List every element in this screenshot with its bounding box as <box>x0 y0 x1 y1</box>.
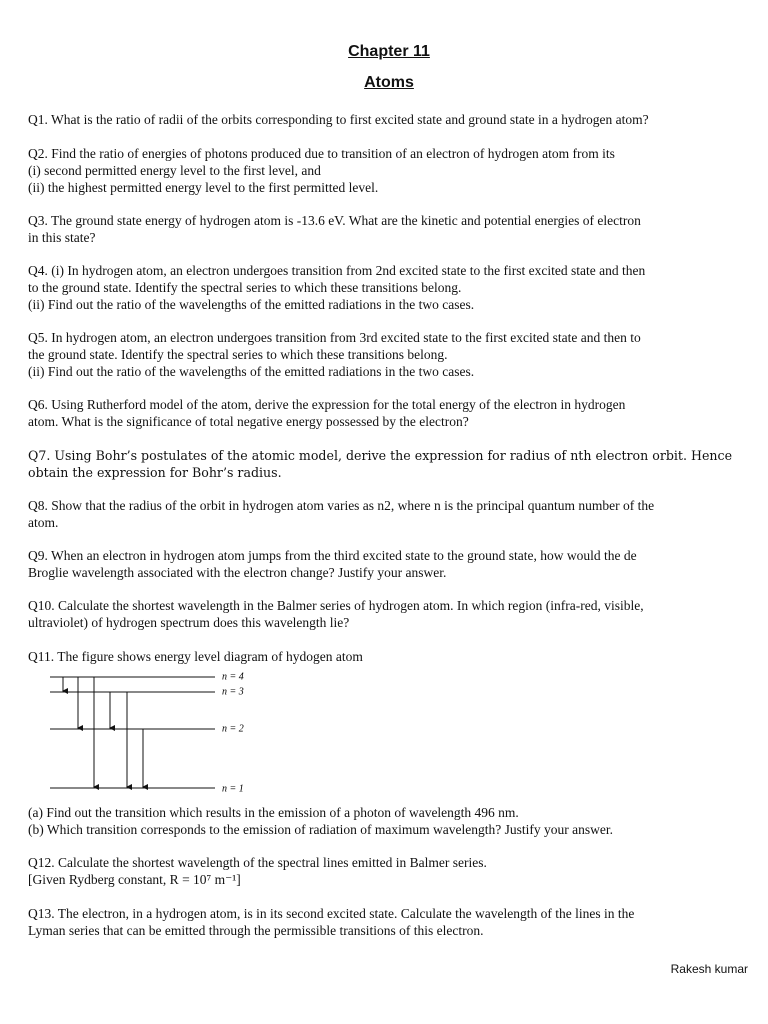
question-line: [Given Rydberg constant, R = 10⁷ m⁻¹] <box>28 872 241 887</box>
author-name: Rakesh kumar <box>670 962 748 976</box>
question-line: Q9. When an electron in hydrogen atom jumps from the third excited state to the ground state, how would the de <box>28 548 637 563</box>
question-line: (ii) Find out the ratio of the wavelengths of the emitted radiations in the two cases. <box>28 297 475 312</box>
level-label-n1: n = 1 <box>222 783 244 795</box>
question-q13 <box>28 905 758 939</box>
level-label-n2: n = 2 <box>222 723 244 735</box>
question-line: Q7. Using Bohr’s postulates of the atomic model, derive the expression for radius of nth electron orbit. Hence <box>28 448 733 463</box>
question-line: Q11. The figure shows energy level diagram of hydogen atom <box>28 649 363 664</box>
question-q11-parts <box>28 804 758 838</box>
question-q9 <box>28 547 758 581</box>
question-line: Broglie wavelength associated with the electron change? Justify your answer. <box>28 565 447 580</box>
page-title: Atoms <box>364 74 414 91</box>
question-line: to the ground state. Identify the spectral series to which these transitions belong. <box>28 280 462 295</box>
question-line: (ii) the highest permitted energy level to the first permitted level. <box>28 180 379 195</box>
question-line: (i) second permitted energy level to the first level, and <box>28 163 321 178</box>
question-line: the ground state. Identify the spectral series to which these transitions belong. <box>28 347 448 362</box>
question-q3 <box>28 212 758 246</box>
question-q12 <box>28 854 758 888</box>
question-line: Q8. Show that the radius of the orbit in hydrogen atom varies as n2, where n is the principal quantum number of the <box>28 498 655 513</box>
question-line: Q4. (i) In hydrogen atom, an electron undergoes transition from 2nd excited state to the first excited state and then <box>28 263 646 278</box>
question-line: Q12. Calculate the shortest wavelength of the spectral lines emitted in Balmer series. <box>28 855 487 870</box>
question-q7 <box>28 447 758 481</box>
question-line: in this state? <box>28 230 96 245</box>
question-line: Lyman series that can be emitted through the permissible transitions of this electron. <box>28 923 484 938</box>
question-line: Q2. Find the ratio of energies of photons produced due to transition of an electron of hydrogen atom from its <box>28 146 615 161</box>
question-line: Q6. Using Rutherford model of the atom, derive the expression for the total energy of the electron in hydrogen <box>28 397 626 412</box>
question-line: Q1. What is the ratio of radii of the orbits corresponding to first excited state and ground state in a hydrogen atom? <box>28 112 649 127</box>
question-q6 <box>28 396 758 430</box>
question-q5 <box>28 329 758 380</box>
question-line: (b) Which transition corresponds to the emission of radiation of maximum wavelength? Justify your answer. <box>28 822 614 837</box>
question-line: Q10. Calculate the shortest wavelength in the Balmer series of hydrogen atom. In which region (infra-red, visible, <box>28 598 644 613</box>
chapter-heading: Chapter 11 <box>348 43 430 60</box>
question-q11 <box>28 648 758 665</box>
question-line: Q5. In hydrogen atom, an electron undergoes transition from 3rd excited state to the first excited state and then to <box>28 330 641 345</box>
question-q10 <box>28 597 758 631</box>
question-line: atom. <box>28 515 59 530</box>
question-line: Q13. The electron, in a hydrogen atom, is in its second excited state. Calculate the wavelength of the lines in the <box>28 906 635 921</box>
question-line: atom. What is the significance of total negative energy possessed by the electron? <box>28 414 469 429</box>
energy-level-diagram <box>40 665 270 797</box>
question-line: obtain the expression for Bohr’s radius. <box>28 465 282 480</box>
question-line: (ii) Find out the ratio of the wavelengths of the emitted radiations in the two cases. <box>28 364 475 379</box>
question-q2 <box>28 145 758 196</box>
question-line: Q3. The ground state energy of hydrogen atom is -13.6 eV. What are the kinetic and potential energies of electron <box>28 213 641 228</box>
question-line: (a) Find out the transition which results in the emission of a photon of wavelength 496 nm. <box>28 805 519 820</box>
question-q4 <box>28 262 758 313</box>
level-label-n3: n = 3 <box>222 686 244 698</box>
question-q1 <box>28 111 758 128</box>
question-line: ultraviolet) of hydrogen spectrum does this wavelength lie? <box>28 615 350 630</box>
level-label-n4: n = 4 <box>222 671 244 683</box>
question-q8 <box>28 497 758 531</box>
